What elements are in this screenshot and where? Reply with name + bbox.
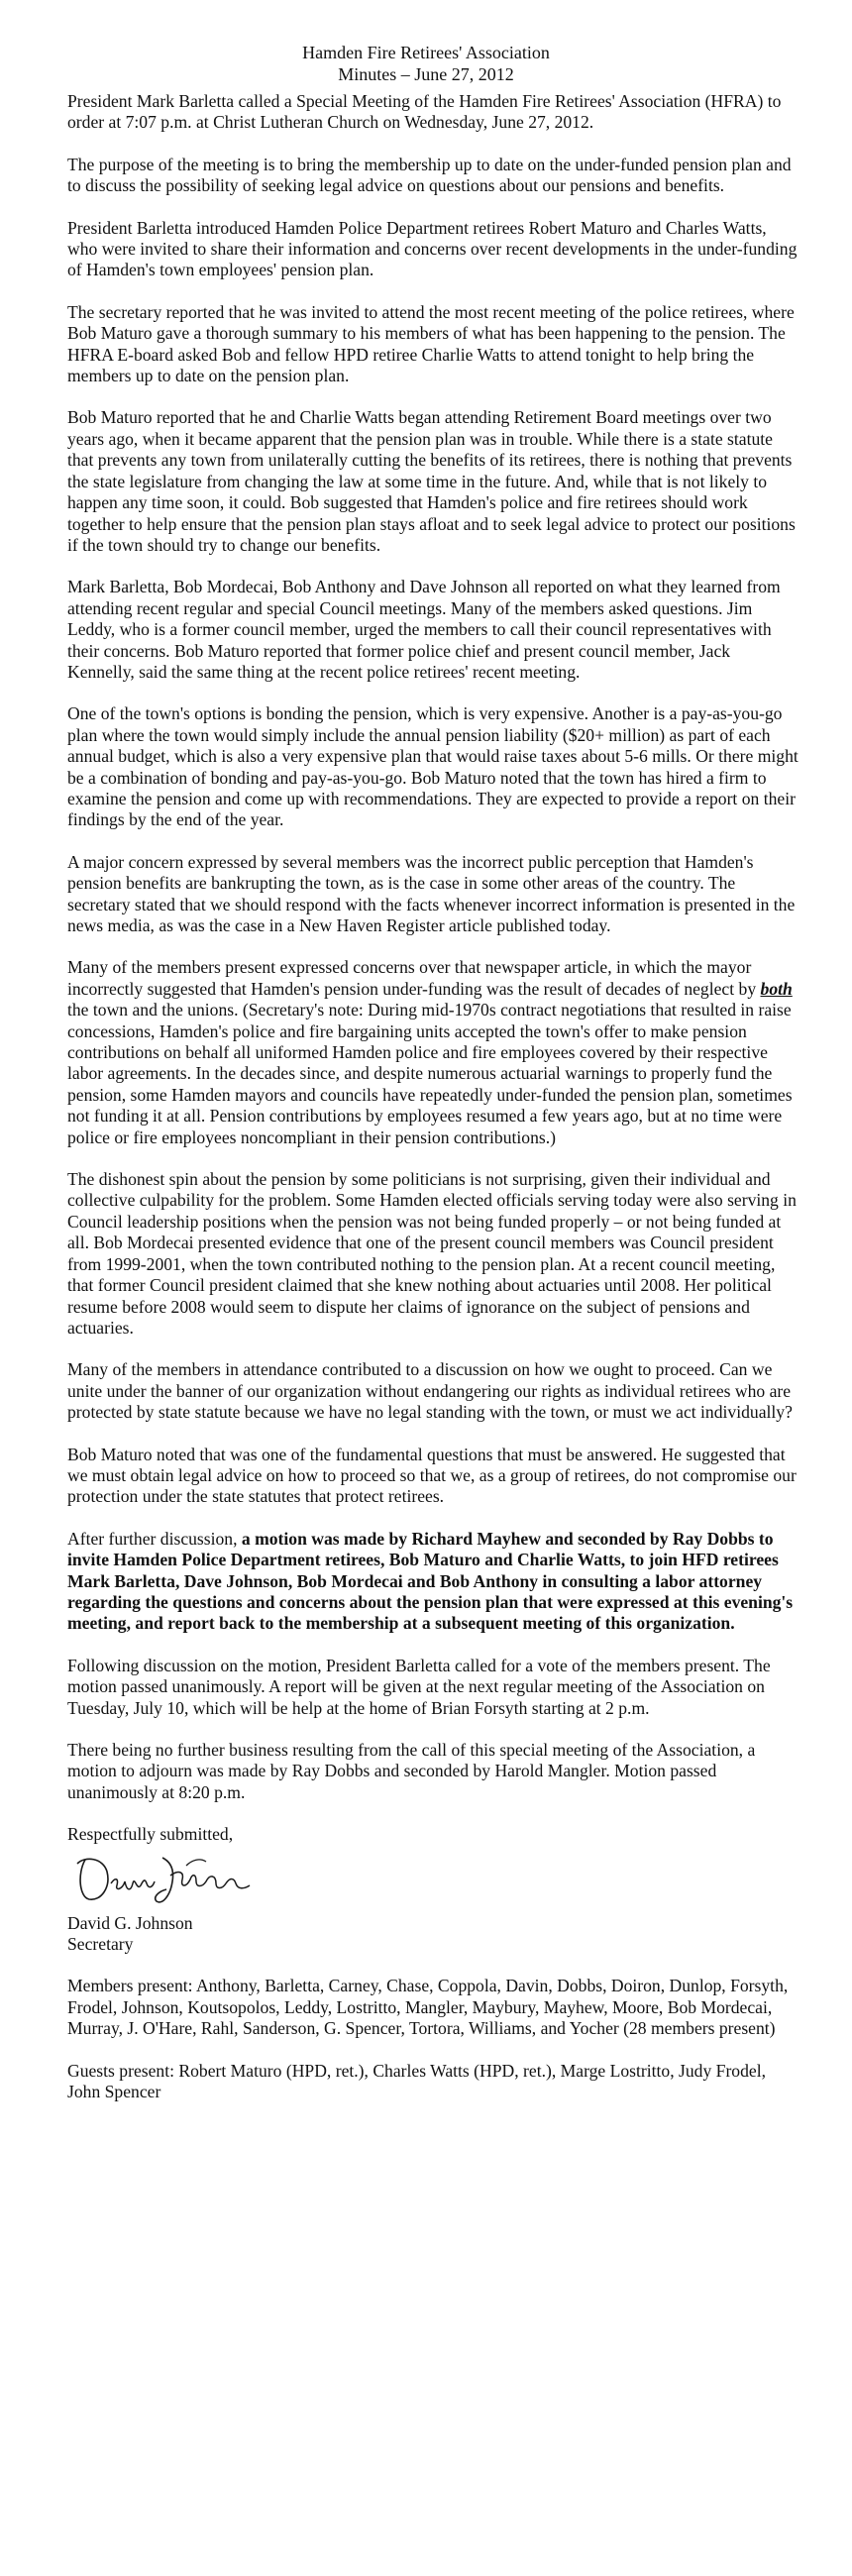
paragraph-dishonest-spin: The dishonest spin about the pension by some politicians is not surprising, given their individual and collective culpability for the problem. Some Hamden elected officials serving today were also serving in Council leadership positions when the pension was not being funded properly – or not being funded at all. Bob Mordecai presented evidence that one of the present council members was Council president from 1999-2001, when the town contributed nothing to the pension plan. At a recent council meeting, that former Council president claimed that she knew nothing about actuaries until 2008. Her political resume before 2008 would seem to dispute her claims of ignorance on the subject of pensions and actuaries. <box>67 1169 797 1338</box>
neglect-text-after: the town and the unions. (Secretary's note: During mid-1970s contract negotiations that resulted in raise concessions, Hamden's police and fire bargaining units accepted the town's offer to make pension contributions on behalf all uniformed Hamden police and fire employees covered by their respective labor agreements. In the decades since, and despite numerous actuarial warnings to properly fund the pension, some Hamden mayors and councils have repeatedly under-funded the pension plan, sometimes not funding it at all. Pension contributions by employees resumed a few years ago, but at no time were police or fire employees noncompliant in their pension contributions.) <box>67 1000 793 1147</box>
paragraph-fundamental-question: Bob Maturo noted that was one of the fundamental questions that must be answered. He suggested that we must obtain legal advice on how to proceed so that we, as a group of retirees, do not compromise our protection under the state statutes that protect retirees. <box>67 1444 797 1507</box>
secretary-title: Secretary <box>67 1934 134 1955</box>
minutes-date: Minutes – June 27, 2012 <box>338 64 514 84</box>
paragraph-public-perception: A major concern expressed by several members was the incorrect public perception that Hamden's pension benefits are bankrupting the town, as is the case in some other areas of the country. The secretary stated that we should respond with the facts whenever incorrect information is presented in the news media, as was the case in a New Haven Register article published today. <box>67 851 796 935</box>
paragraph-newspaper-concerns <box>67 957 800 1148</box>
guests-present-list: Guests present: Robert Maturo (HPD, ret.), Charles Watts (HPD, ret.), Marge Lostritto, Judy Frodel, John Spencer <box>67 2060 766 2102</box>
organization-name: Hamden Fire Retirees' Association <box>302 43 550 62</box>
closing-block <box>67 1824 800 1955</box>
paragraph-motion <box>67 1529 800 1635</box>
motion-lead: After further discussion, <box>67 1528 242 1549</box>
motion-text: a motion was made by Richard Mayhew and seconded by Ray Dobbs to invite Hamden Police Department retirees, Bob Maturo and Charlie Watts, to join HFD retirees Mark Barletta, Dave Johnson, Bob Mordecai and Bob Anthony in consulting a labor attorney regarding the questions and concerns about the pension plan that were expressed at this evening's meeting, and report back to the membership at a subsequent meeting of this organization. <box>67 1528 794 1634</box>
paragraph-how-to-proceed: Many of the members in attendance contributed to a discussion on how we ought to proceed. Can we unite under the banner of our organization without endangering our rights as individual retirees who are protected by state statute because we have no legal standing with the town, or must we act individually? <box>67 1359 793 1423</box>
paragraph-maturo-report: Bob Maturo reported that he and Charlie Watts began attending Retirement Board meetings over two years ago, when it became apparent that the pension plan was in trouble. While there is a state statute that prevents any town from unilaterally cutting the benefits of its retirees, there is nothing that prevents the state legislature from changing the law at some time in the future. And, while that is not likely to happen any time soon, it could. Bob suggested that Hamden's police and fire retirees should work together to help ensure that the pension plan stays afloat and to seek legal advice to protect our positions if the town should try to change our benefits. <box>67 407 796 555</box>
paragraph-adjourn: There being no further business resulting from the call of this special meeting of the Association, a motion to adjourn was made by Ray Dobbs and seconded by Harold Mangler. Motion passed unanimously at 8:20 p.m. <box>67 1740 756 1802</box>
paragraph-town-options: One of the town's options is bonding the pension, which is very expensive. Another is a pay-as-you-go plan where the town would simply include the annual pension liability ($20+ million) as part of each annual budget, which is also a very expensive plan that would raise taxes about 5-6 mills. Or there might be a combination of bonding and pay-as-you-go. Bob Maturo noted that the town has hired a firm to examine the pension and come up with recommendations. They are expected to provide a report on their findings by the end of the year. <box>67 703 799 830</box>
paragraph-purpose: The purpose of the meeting is to bring the membership up to date on the under-funded pension plan and to discuss the possibility of seeking legal advice on questions about our pensions and benefits. <box>67 154 792 196</box>
closing-salutation: Respectfully submitted, <box>67 1824 234 1845</box>
handwritten-signature <box>67 1848 305 1911</box>
document-header <box>0 42 852 85</box>
paragraph-introductions: President Barletta introduced Hamden Police Department retirees Robert Maturo and Charles Watts, who were invited to share their information and concerns over recent developments in the under-funding of Hamden's town employees' pension plan. <box>67 217 798 280</box>
paragraph-vote: Following discussion on the motion, President Barletta called for a vote of the members present. The motion passed unanimously. A report will be given at the next regular meeting of the Association on Tuesday, July 10, which will be help at the home of Brian Forsyth starting at 2 p.m. <box>67 1655 771 1718</box>
paragraph-call-to-order: President Mark Barletta called a Special Meeting of the Hamden Fire Retirees' Association (HFRA) to order at 7:07 p.m. at Christ Lutheran Church on Wednesday, June 27, 2012. <box>67 91 782 133</box>
neglect-text-before: Many of the members present expressed concerns over that newspaper article, in which the mayor incorrectly suggested that Hamden's pension under-funding was the result of decades of neglect by <box>67 957 761 999</box>
document-body <box>67 91 800 2123</box>
paragraph-secretary-report: The secretary reported that he was invited to attend the most recent meeting of the police retirees, where Bob Maturo gave a thorough summary to his members of what has been happening to the pension. The HFRA E-board asked Bob and fellow HPD retiree Charlie Watts to attend tonight to help bring the members up to date on the pension plan. <box>67 301 795 386</box>
emphasis-both: both <box>760 978 793 999</box>
secretary-name: David G. Johnson <box>67 1912 193 1933</box>
paragraph-council-reports: Mark Barletta, Bob Mordecai, Bob Anthony and Dave Johnson all reported on what they learned from attending recent regular and special Council meetings. Many of the members asked questions. Jim Leddy, who is a former council member, urged the members to call their council representatives with their concerns. Bob Maturo reported that former police chief and present council member, Jack Kennelly, said the same thing at the recent police retirees' recent meeting. <box>67 577 781 682</box>
members-present-list: Members present: Anthony, Barletta, Carney, Chase, Coppola, Davin, Dobbs, Doiron, Dunlop, Forsyth, Frodel, Johnson, Koutsopolos, Leddy, Lostritto, Mangler, Maybury, Mayhew, Moore, Bob Mordecai, Murray, J. O'Hare, Rahl, Sanderson, G. Spencer, Tortora, Williams, and Yocher (28 members present) <box>67 1976 789 2039</box>
